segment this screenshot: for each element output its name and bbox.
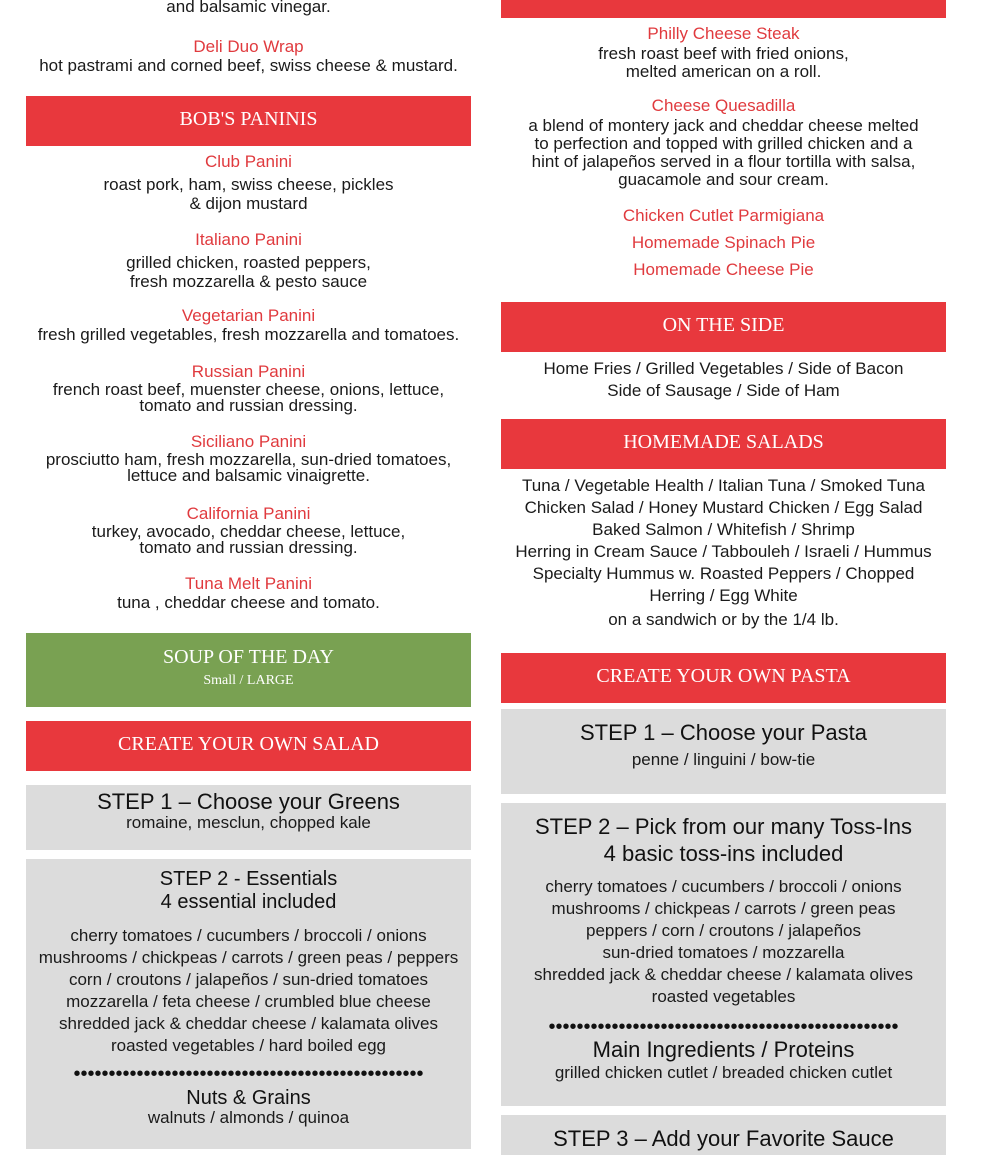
homemade-salads-list: Tuna / Vegetable Health / Italian Tuna / Smoked Tuna Chicken Salad / Honey Mustard Chicken / Egg Salad Baked Salmon / Whitefish / Shrimp Herring in Cream Sauce / Tabbouleh / Israeli / Hummus Specialty Hummus w. Roasted Peppers / Chopped Herring / Egg White on a sandwich or by the 1/4 lb. bbox=[501, 475, 946, 631]
item-name-chicken-cutlet-parmigiana: Chicken Cutlet Parmigiana bbox=[622, 206, 825, 225]
item-desc-deli-duo: hot pastrami and corned beef, swiss cheese & mustard. bbox=[39, 56, 458, 75]
item-desc-siciliano-panini: prosciutto ham, fresh mozzarella, sun-dried tomatoes, lettuce and balsamic vinaigrette. bbox=[45, 450, 452, 485]
nuts-grains-list: walnuts / almonds / quinoa bbox=[147, 1108, 350, 1127]
salad-step-2-title: STEP 2 - Essentials bbox=[159, 868, 338, 890]
dotted-divider: •••••••••••••••••••••••••••••••••••••••••••••••••• bbox=[73, 1067, 424, 1081]
pasta-step-3-title: STEP 3 – Add your Favorite Sauce bbox=[553, 1126, 894, 1151]
item-name-club-panini: Club Panini bbox=[205, 152, 292, 171]
item-desc-vegetarian-panini: fresh grilled vegetables, fresh mozzarella and tomatoes. bbox=[37, 325, 460, 344]
item-name-italiano-panini: Italiano Panini bbox=[195, 230, 302, 249]
section-header-paninis: BOB'S PANINIS bbox=[26, 96, 471, 146]
salad-step-1 bbox=[26, 785, 471, 850]
dotted-divider: •••••••••••••••••••••••••••••••••••••••••••••••••• bbox=[548, 1020, 899, 1034]
salad-step-2-subtitle: 4 essential included bbox=[160, 891, 337, 913]
item-desc-tuna-melt-panini: tuna , cheddar cheese and tomato. bbox=[117, 593, 380, 612]
salads-note: on a sandwich or by the 1/4 lb. bbox=[608, 610, 839, 629]
item-desc-club-panini: roast pork, ham, swiss cheese, pickles & dijon mustard bbox=[103, 175, 394, 213]
sides-list: Home Fries / Grilled Vegetables / Side of Bacon Side of Sausage / Side of Ham bbox=[543, 359, 904, 400]
section-header-homemade-salads: HOMEMADE SALADS bbox=[501, 419, 946, 469]
soup-title: SOUP OF THE DAY bbox=[163, 646, 334, 668]
item-name-vegetarian-panini: Vegetarian Panini bbox=[181, 306, 316, 325]
item-name-deli-duo: Deli Duo Wrap bbox=[193, 37, 304, 56]
item-name-philly-cheese-steak: Philly Cheese Steak bbox=[647, 24, 800, 43]
pasta-step-2-title: STEP 2 – Pick from our many Toss-Ins bbox=[535, 814, 912, 839]
nuts-grains-title: Nuts & Grains bbox=[186, 1087, 311, 1109]
pasta-step-1-options: penne / linguini / bow-tie bbox=[631, 750, 816, 769]
item-desc-tail: and balsamic vinegar. bbox=[166, 0, 331, 16]
proteins-title: Main Ingredients / Proteins bbox=[592, 1037, 855, 1062]
item-desc-italiano-panini: grilled chicken, roasted peppers, fresh mozzarella & pesto sauce bbox=[126, 253, 371, 291]
item-name-tuna-melt-panini: Tuna Melt Panini bbox=[185, 574, 312, 593]
item-desc-cheese-quesadilla: a blend of montery jack and cheddar cheese melted to perfection and topped with grilled chicken and a hint of jalapeños served in a flour tortilla with salsa, guacamole and sour cream. bbox=[528, 116, 919, 189]
item-name-cheese-quesadilla: Cheese Quesadilla bbox=[651, 96, 796, 115]
pasta-step-1-title: STEP 1 – Choose your Pasta bbox=[580, 720, 867, 745]
pasta-step-1 bbox=[501, 709, 946, 794]
item-name-siciliano-panini: Siciliano Panini bbox=[190, 432, 307, 451]
pasta-step-3 bbox=[501, 1115, 946, 1155]
item-name-russian-panini: Russian Panini bbox=[191, 362, 306, 381]
salad-step-1-options: romaine, mesclun, chopped kale bbox=[126, 813, 371, 832]
section-soup-of-the-day bbox=[26, 633, 471, 707]
salad-step-2-essentials-list: cherry tomatoes / cucumbers / broccoli / onions mushrooms / chickpeas / carrots / green peas / peppers corn / croutons / jalapeños / sun-dried tomatoes mozzarella / feta cheese / crumbled blue cheese shredded jack & cheddar cheese / kalamata olives roasted vegetables / hard boiled egg bbox=[38, 926, 459, 1055]
pasta-toss-ins-list: cherry tomatoes / cucumbers / broccoli / onions mushrooms / chickpeas / carrots / green peas peppers / corn / croutons / jalapeños sun-dried tomatoes / mozzarella shredded jack & cheddar cheese / kalamata olives roasted vegetables bbox=[534, 877, 913, 1006]
section-header-create-pasta: CREATE YOUR OWN PASTA bbox=[501, 653, 946, 703]
item-desc-philly-cheese-steak: fresh roast beef with fried onions, melted american on a roll. bbox=[598, 44, 849, 81]
salad-step-2 bbox=[26, 859, 471, 1149]
section-header-on-the-side: ON THE SIDE bbox=[501, 302, 946, 352]
salad-step-1-title: STEP 1 – Choose your Greens bbox=[97, 789, 400, 814]
item-name-cheese-pie: Homemade Cheese Pie bbox=[633, 260, 814, 279]
item-name-california-panini: California Panini bbox=[186, 504, 311, 523]
pasta-step-2 bbox=[501, 803, 946, 1106]
item-desc-california-panini: turkey, avocado, cheddar cheese, lettuce, tomato and russian dressing. bbox=[91, 522, 406, 557]
item-desc-russian-panini: french roast beef, muenster cheese, onions, lettuce, tomato and russian dressing. bbox=[52, 380, 445, 415]
section-header-top-cut bbox=[501, 0, 946, 18]
item-name-spinach-pie: Homemade Spinach Pie bbox=[631, 233, 816, 252]
soup-sizes: Small / LARGE bbox=[203, 673, 294, 688]
pasta-step-2-subtitle: 4 basic toss-ins included bbox=[603, 841, 844, 866]
proteins-list: grilled chicken cutlet / breaded chicken cutlet bbox=[554, 1063, 893, 1082]
section-header-create-salad: CREATE YOUR OWN SALAD bbox=[26, 721, 471, 771]
